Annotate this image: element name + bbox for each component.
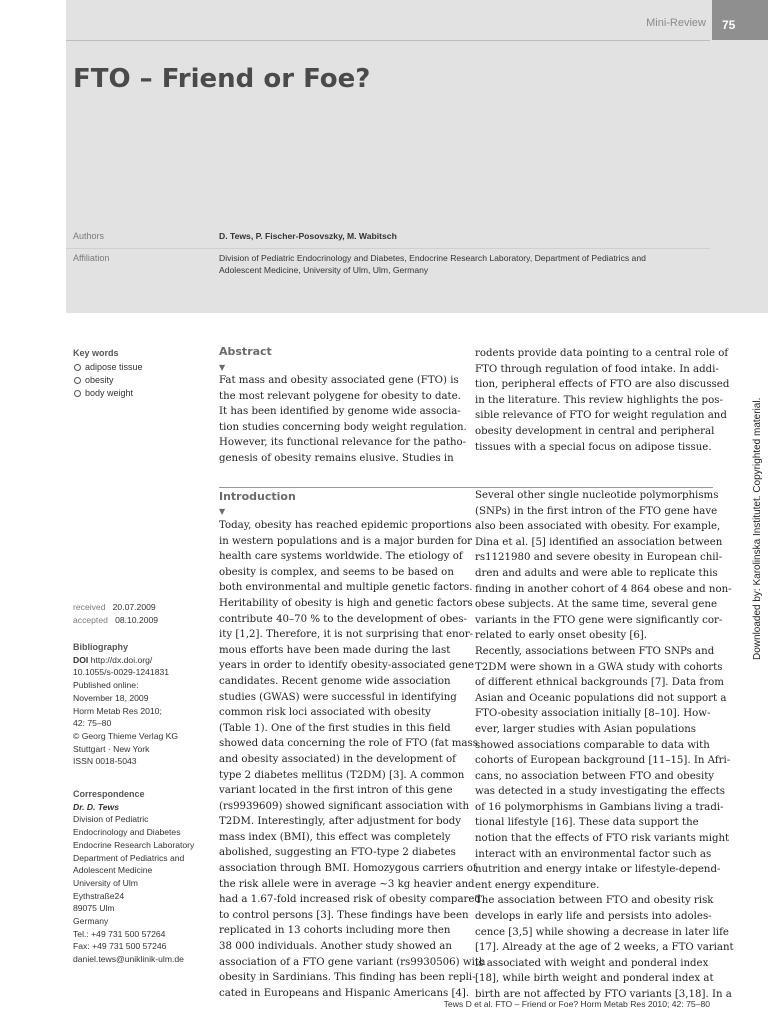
authors: D. Tews, P. Fischer-Posovszky, M. Wabitsch [219,231,397,241]
text-line: showed data concerning the role of FTO (fat mass [219,738,478,750]
keyword-item: body weight [74,387,143,400]
text-line: It has been identified by genome wide associa- [219,406,461,418]
bibliography-line: Stuttgart · New York [73,743,150,754]
circle-bullet-icon [74,364,81,371]
bibliography-line: November 18, 2009 [73,692,149,703]
correspondence-email: daniel.tews@uniklinik-ulm.de [73,954,184,965]
download-watermark: Downloaded by: Karolinska Institutet. Copyrighted material. [752,397,763,660]
text-line: showed associations comparable to data with [475,739,710,751]
bibliography-line: 10.1055/s-0029-1241831 [73,667,170,678]
text-line: FTO through regulation of food intake. In addi- [475,363,719,375]
text-line: the most relevant polygene for obesity to date. [219,390,461,402]
text-line: genesis of obesity remains elusive. Studies in [219,452,454,464]
text-line: tissues with a special focus on adipose tissue. [475,441,712,453]
text-line: contribute 40–70 % to the development of obes- [219,613,467,625]
text-line: tion studies concerning body weight regulation. [219,421,467,433]
bibliography-block [73,641,178,768]
introduction-left-column [219,518,486,1001]
doi-line: DOI http://dx.doi.org/ [73,654,153,665]
text-line: obesity is complex, and seems to be based on [219,566,454,578]
text-line: both environmental and multiple genetic factors. [219,582,473,594]
text-line: to control persons [3]. These findings have been [219,909,469,921]
text-line: had a 1.67-fold increased risk of obesity compared [219,894,481,906]
correspondence-block [73,788,194,966]
text-line: sible relevance of FTO for weight regulation and [475,410,727,422]
arrow-down-icon: ▼ [219,507,226,516]
text-line: association of a FTO gene variant (rs9930506) with [219,956,486,968]
dates-block [73,601,158,626]
correspondence-line: Endocrine Research Laboratory [73,839,195,850]
text-line: cated in Europeans and Hispanic Americans [4]. [219,987,470,999]
text-line: However, its functional relevance for the patho- [219,437,467,449]
text-line: candidates. Recent genome wide association [219,675,451,687]
correspondent-name: Dr. D. Tews [73,801,120,812]
text-line: of 16 polymorphisms in Gambians living a tradi- [475,801,724,813]
circle-bullet-icon [74,390,81,397]
text-line: (SNPs) in the first intron of the FTO gene have [475,505,718,517]
bibliography-line: ISSN 0018-5043 [73,756,137,767]
text-line: mous efforts have been made during the last [219,644,451,656]
keyword-item: adipose tissue [74,361,143,374]
text-line: develops in early life and persists into adoles- [475,911,712,923]
page-footer: Tews D et al. FTO – Friend or Foe? Horm Metab Res 2010; 42: 75–80 [443,999,710,1009]
article-title: FTO – Friend or Foe? [73,64,371,94]
affiliation-line: Adolescent Medicine, University of Ulm, Ulm, Germany [219,265,429,275]
keywords-list [74,361,143,400]
meta-divider [66,248,710,249]
text-line: birth are not affected by FTO variants [3,18]. In a [475,989,732,1000]
affiliation-label: Affiliation [73,253,110,263]
keyword-item: obesity [74,374,143,387]
abstract-right-column [475,346,729,455]
text-line: of different ethnical backgrounds [7]. Data from [475,677,724,689]
text-line: ity [1,2]. Therefore, it is not surprising that enor- [219,629,474,641]
correspondence-line: Germany [73,916,109,927]
affiliation-line: Division of Pediatric Endocrinology and Diabetes, Endocrine Research Laboratory, Department of Pediatrics and [219,253,646,263]
bibliography-line: 42: 75–80 [73,718,112,729]
text-line: Fat mass and obesity associated gene (FTO) is [219,375,459,386]
text-line: in the literature. This review highlights the pos- [475,394,723,406]
text-line: and obesity associated) in the development of [219,753,456,765]
text-line: tional lifestyle [16]. These data support the [475,817,699,829]
text-line: (Table 1). One of the first studies in this field [219,722,451,734]
text-line: in western populations and is a major burden for [219,535,473,547]
text-line: notion that the effects of FTO risk variants might [475,833,730,845]
received-date: received 20.07.2009 [73,602,156,612]
text-line: association through BMI. Homozygous carriers of [219,863,477,875]
text-line: abolished, suggesting an FTO-type 2 diabetes [219,847,456,859]
text-line: years in order to identify obesity-associated gene [219,660,475,672]
text-line: ent energy expenditure. [475,879,600,891]
text-line: interact with an environmental factor such as [475,848,712,860]
text-line: obesity development in central and peripheral [475,425,715,437]
text-line: cans, no association between FTO and obesity [475,770,715,782]
header-rule [66,40,710,41]
text-line: Today, obesity has reached epidemic proportions [219,520,472,531]
correspondence-line: 89075 Ulm [73,903,115,914]
abstract-left-column [219,373,467,467]
arrow-down-icon: ▼ [219,363,226,372]
text-line: [17]. Already at the age of 2 weeks, a FTO variant [475,942,734,954]
text-line: cohorts of European background [11–15]. In Afri- [475,755,731,767]
text-line: cence [3,5] while showing a decrease in later life [475,926,729,938]
text-line: 38 000 individuals. Another study showed an [219,941,452,953]
accepted-date: accepted 08.10.2009 [73,614,159,625]
text-line: Several other single nucleotide polymorphisms [475,490,719,501]
text-line: dren and adults and were able to replicate this [475,567,718,579]
text-line: T2DM. Interestingly, after adjustment for body [219,816,461,828]
text-line: tion, peripheral effects of FTO are also discussed [475,379,730,391]
text-line: rs1121980 and severe obesity in European chil- [475,552,723,564]
correspondence-line: Tel.: +49 731 500 57264 [73,928,166,939]
text-line: is associated with weight and ponderal index [475,957,709,969]
text-line: FTO-obesity association initially [8–10]. How- [475,708,711,720]
text-line: replicated in 13 cohorts including more then [219,925,451,937]
text-line: health care systems worldwide. The etiology of [219,551,463,563]
circle-bullet-icon [74,377,81,384]
bibliography-line: Published online: [73,680,139,691]
text-line: rodents provide data pointing to a central role of [475,348,729,359]
text-line: the risk allele were in average ~3 kg heavier and [219,878,475,890]
authors-label: Authors [73,231,105,241]
bibliography-line: © Georg Thieme Verlag KG [73,730,179,741]
text-line: Recently, associations between FTO SNPs and [475,645,715,657]
text-line: variants in the FTO gene were significantly cor- [475,614,723,626]
text-line: mass index (BMI), this effect was completely [219,831,451,843]
page-number: 75 [712,0,768,40]
text-line: nutrition and energy intake or lifestyle-depend- [475,864,721,876]
introduction-heading: Introduction [219,490,296,503]
text-line: T2DM were shown in a GWA study with cohorts [475,661,723,673]
text-line: variant located in the first intron of this gene [219,785,453,797]
correspondence-line: Division of Pediatric [73,814,149,825]
text-line: Dina et al. [5] identified an association between [475,536,723,548]
section-tag: Mini-Review [646,17,706,29]
correspondence-line: Fax: +49 731 500 57246 [73,941,167,952]
bibliography-heading: Bibliography [73,642,129,652]
correspondence-line: Eythstraße24 [73,890,125,901]
text-line: The association between FTO and obesity risk [475,895,714,907]
text-line: ever, larger studies with Asian populations [475,723,696,735]
affiliation [219,252,679,276]
abstract-heading: Abstract [219,345,272,358]
text-line: type 2 diabetes mellitus (T2DM) [3]. A common [219,769,465,781]
text-line: Asian and Oceanic populations did not support a [475,692,727,704]
text-line: finding in another cohort of 4 864 obese and non- [475,583,732,595]
keywords-heading: Key words [73,348,119,358]
bibliography-line: Horm Metab Res 2010; [73,705,162,716]
text-line: [18], while birth weight and ponderal index at [475,973,714,985]
text-line: also been associated with obesity. For example, [475,521,721,533]
text-line: studies (GWAS) were successful in identifying [219,691,457,703]
correspondence-line: Adolescent Medicine [73,865,153,876]
correspondence-line: University of Ulm [73,877,138,888]
text-line: common risk loci associated with obesity [219,707,431,719]
text-line: was detected in a study investigating the effects [475,786,725,798]
correspondence-heading: Correspondence [73,789,145,799]
text-line: obese subjects. At the same time, several gene [475,599,717,611]
correspondence-line: Department of Pediatrics and [73,852,185,863]
correspondence-line: Endocrinology and Diabetes [73,827,181,838]
text-line: (rs9939609) showed significant association with [219,800,470,812]
text-line: related to early onset obesity [6]. [475,630,648,642]
text-line: Heritability of obesity is high and genetic factors [219,597,473,609]
introduction-right-column [475,488,734,1003]
text-line: obesity in Sardinians. This finding has been repli- [219,972,476,984]
